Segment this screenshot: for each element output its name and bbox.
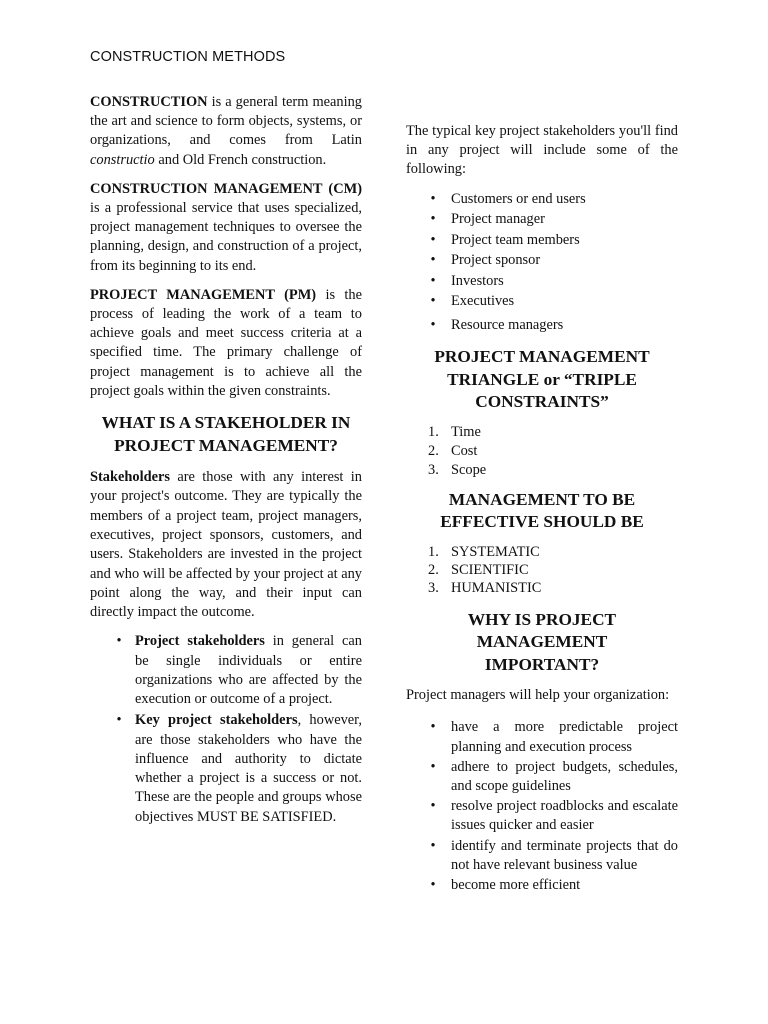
list-item-text: Investors bbox=[451, 272, 504, 289]
effective-heading: MANAGEMENT TO BE EFFECTIVE SHOULD BE bbox=[440, 489, 644, 532]
term-project-stakeholders: Project stakeholders bbox=[135, 633, 265, 650]
key-stakeholders-list bbox=[428, 190, 678, 337]
cm-text: is a professional service that uses specialized, project management techniques to oversee the planning, design, and construction of a project, from its beginning to its end. bbox=[90, 200, 362, 274]
list-item-text: have a more predictable project planning and execution process bbox=[451, 719, 678, 755]
list-item-text: Project manager bbox=[451, 211, 545, 228]
construction-latin-word: constructio bbox=[90, 151, 155, 168]
term-construction: CONSTRUCTION bbox=[90, 94, 208, 110]
list-item bbox=[428, 251, 678, 272]
list-item-text: adhere to project budgets, schedules, and scope guidelines bbox=[451, 758, 678, 794]
list-item-text: HUMANISTIC bbox=[451, 580, 542, 597]
list-item bbox=[428, 758, 678, 796]
list-item bbox=[114, 632, 362, 709]
bullet-icon: • bbox=[430, 316, 436, 333]
list-item-text: Customers or end users bbox=[451, 190, 586, 207]
construction-text-1: is a general term meaning the art and science to form objects, systems, or organizations, and comes from Latin bbox=[90, 94, 362, 149]
list-item bbox=[428, 876, 678, 895]
list-item bbox=[406, 579, 678, 597]
bullet-icon: • bbox=[430, 211, 436, 228]
bullet-icon: • bbox=[430, 837, 436, 854]
list-item bbox=[406, 561, 678, 579]
bullet-icon: • bbox=[430, 190, 436, 207]
bullet-icon: • bbox=[430, 719, 436, 736]
term-key-project-stakeholders: Key project stakeholders bbox=[135, 712, 298, 729]
list-item bbox=[428, 718, 678, 756]
key-project-stakeholders-text: , however, are those stakeholders who have the influence and authority to dictate whether a project is a success or not. These are the people and groups whose objectives MUST BE SATISFIED. bbox=[135, 712, 362, 825]
list-item bbox=[428, 837, 678, 875]
list-item-text bbox=[135, 632, 362, 709]
why-intro: Project managers will help your organization: bbox=[406, 687, 670, 704]
bullet-icon: • bbox=[430, 293, 436, 310]
list-item bbox=[428, 292, 678, 316]
why-heading: WHY IS PROJECT MANAGEMENT IMPORTANT? bbox=[467, 609, 617, 674]
term-construction-management: CONSTRUCTION MANAGEMENT (CM) bbox=[90, 180, 362, 197]
list-item bbox=[428, 316, 678, 337]
bullet-icon: • bbox=[430, 252, 436, 269]
term-project-management: PROJECT MANAGEMENT (PM) bbox=[90, 286, 317, 303]
list-item bbox=[114, 711, 362, 827]
list-item bbox=[428, 797, 678, 835]
list-item bbox=[428, 272, 678, 293]
list-number: 3. bbox=[428, 462, 439, 479]
effective-management-list bbox=[406, 543, 678, 598]
list-item-text: become more efficient bbox=[451, 877, 581, 893]
construction-text-2: and Old French construction. bbox=[154, 151, 327, 168]
project-stakeholders-text: in general can be single individuals or entire organizations who are affected by the execution or outcome of a project. bbox=[135, 633, 362, 708]
pm-definition bbox=[90, 286, 362, 401]
list-item-text: SCIENTIFIC bbox=[451, 562, 529, 579]
bullet-icon: • bbox=[430, 758, 436, 775]
list-item-text: Project sponsor bbox=[451, 252, 541, 269]
pm-text: is the process of leading the work of a team to achieve goals and meet success criteria at a specified time. The primary challenge of project management is to achieve all the project goals within the given constraints. bbox=[90, 286, 362, 399]
list-item bbox=[428, 190, 678, 211]
list-item-text: Executives bbox=[451, 293, 515, 310]
list-number: 3. bbox=[428, 580, 439, 597]
list-item bbox=[428, 210, 678, 231]
construction-definition bbox=[90, 93, 362, 170]
bullet-icon: • bbox=[430, 798, 436, 815]
list-item-text: SYSTEMATIC bbox=[451, 543, 540, 560]
bullet-icon: • bbox=[116, 633, 122, 650]
list-number: 1. bbox=[428, 543, 439, 560]
bullet-icon: • bbox=[430, 877, 436, 893]
bullet-icon: • bbox=[430, 272, 436, 289]
list-item-text: Project team members bbox=[451, 231, 580, 248]
term-stakeholders: Stakeholders bbox=[90, 469, 170, 486]
right-column bbox=[406, 122, 678, 895]
list-item-text bbox=[135, 711, 362, 827]
list-item bbox=[428, 231, 678, 252]
list-number: 2. bbox=[428, 443, 439, 459]
stakeholders-definition bbox=[90, 468, 362, 622]
cm-definition bbox=[90, 180, 362, 276]
document-header-title: CONSTRUCTION METHODS bbox=[90, 49, 286, 65]
triple-constraints-list bbox=[406, 423, 678, 481]
triangle-heading: PROJECT MANAGEMENT TRIANGLE or “TRIPLE CONSTRAINTS” bbox=[434, 347, 650, 412]
list-item-text: resolve project roadblocks and escalate issues quicker and easier bbox=[451, 798, 678, 834]
stakeholders-text: are those with any interest in your project's outcome. They are typically the members of a project team, project managers, executives, project sponsors, customers, and users. Stakeholders are invested in the project and who will be affected by your project at any point along the way, and their input can directly impact the outcome. bbox=[90, 469, 362, 621]
list-number: 2. bbox=[428, 562, 439, 579]
list-number: 1. bbox=[428, 423, 439, 440]
list-item bbox=[406, 461, 678, 480]
list-item-text: identify and terminate projects that do not have relevant business value bbox=[451, 837, 678, 873]
stakeholder-types-list bbox=[114, 632, 362, 827]
list-item-text: Resource managers bbox=[451, 316, 564, 333]
stakeholder-heading: WHAT IS A STAKEHOLDER IN PROJECT MANAGEMENT? bbox=[101, 413, 351, 455]
left-column bbox=[90, 93, 362, 827]
list-item-text: Time bbox=[451, 423, 481, 440]
list-item bbox=[406, 442, 678, 461]
list-item bbox=[406, 423, 678, 442]
bullet-icon: • bbox=[430, 231, 436, 248]
list-item bbox=[406, 543, 678, 561]
list-item-text: Scope bbox=[451, 462, 487, 479]
key-stakeholders-intro: The typical key project stakeholders you'll find in any project will include some of the following: bbox=[406, 123, 678, 178]
list-item-text: Cost bbox=[451, 443, 478, 459]
bullet-icon: • bbox=[116, 712, 122, 729]
why-important-list bbox=[428, 718, 678, 895]
